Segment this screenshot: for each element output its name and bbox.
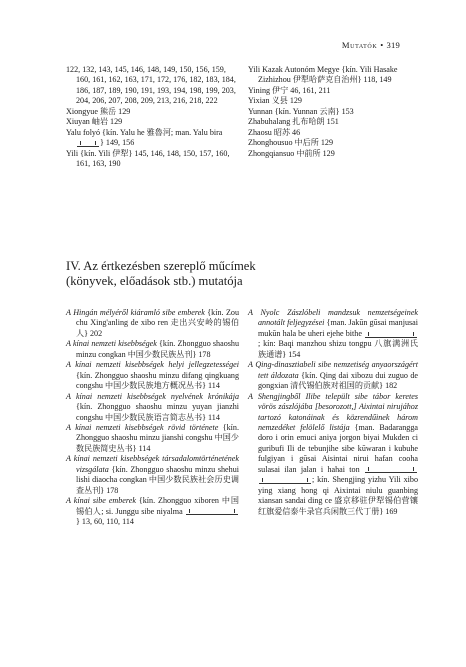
work-entry: A Qing-dinasztiabeli sibe nemzetiség anyaországért tett áldozata {kín. Qing dai xibozu dui zuguo de gongxian 清代锡伯族对祖国的贡献} 182	[248, 360, 419, 391]
work-entry: A kínai nemzeti kisebbségek {kín. Zhongguo shaoshu minzu congkan 中国少数民族丛刊} 178	[66, 339, 239, 359]
manchu-script-glyph	[365, 466, 417, 473]
work-entry: A kínai nemzeti kisebbségek rövid története {kín. Zhongguo shaoshu minzu jianshi congshu 中国少数民族简史丛书} 114	[66, 422, 240, 453]
index-entry: Yili Kazak Autonóm Megye {kín. Yili Hasake Zizhizhou 伊犁哈萨克自治州} 118, 149	[248, 65, 398, 85]
section-heading	[66, 259, 426, 290]
index-column-left	[66, 65, 238, 170]
index-entry: Yixian 义县 129	[248, 96, 302, 106]
index-entry: Yining 伊宁 46, 161, 211	[248, 85, 331, 95]
work-entry: A kínai sibe emberek {kín. Zhongguo xiboren 中国锡伯人; si. Junggu sibe niyalma } 13, 60, 110, 114	[66, 496, 240, 527]
sibe-script-glyph	[186, 508, 238, 515]
work-entry: A kínai nemzeti kisebbségek helyi jellegzetességei {kín. Zhongguo shaoshu minzu difang qingkuang congshu 中国少数民族地方概况丛书} 114	[66, 360, 239, 391]
index-entry: Zhabuhalang 扎布哈朗 151	[248, 117, 339, 127]
works-column-left	[66, 308, 239, 528]
section-heading-line2: (könyvek, előadások stb.) mutatója	[66, 274, 243, 289]
section-heading-line1: IV. Az értkezésben szereplő műcímek	[66, 259, 256, 273]
index-column-right	[248, 65, 418, 159]
index-entry: Zhonghousuo 中后所 129	[248, 138, 333, 148]
manchu-script-glyph	[259, 477, 311, 484]
manchu-script-glyph	[77, 140, 99, 147]
work-entry: A Shengjingből Ilibe települt sibe tábor keretes vörös zászlójába [besorozott,] Aixintai nirujához tartozó katonáinak és közrendűinek három nemzedéket felölelő listája {man. Badarangga doro i orin emuci aniya jorgon biyai Mukden ci guribufi Ili de tebunjihe sibe kūwaran i kubuhe fulgiyan i gūsai Aisintai nirui hafan cooha sulasai ilan jalan i hahai ton ; kín. Shengjing yizhu Yili xibo ying xiang hong qi Aixintai niulu guanbing xiansan sandai ding ce 盛京移驻伊犁锡伯营镶红旗爱信泰牛录官兵闲散三代丁册} 169	[248, 391, 418, 516]
running-title: Mutatók	[341, 40, 378, 50]
manchu-script-glyph	[365, 331, 417, 338]
index-entry: Yalu folyó {kín. Yalu he 雅魯河; man. Yalu bira } 149, 156	[66, 127, 223, 148]
running-header	[342, 40, 400, 50]
works-column-right	[248, 308, 418, 517]
index-entry: Yili {kín. Yili 伊犁} 145, 146, 148, 150, 157, 160, 161, 163, 190	[66, 148, 230, 169]
page-number: 319	[386, 40, 400, 50]
index-entry: Yunnan {kín. Yunnan 云南} 153	[248, 106, 354, 116]
index-entry: Zhongqiansuo 中前所 129	[248, 148, 335, 158]
index-entry: 122, 132, 143, 145, 146, 148, 149, 150, 156, 159, 160, 161, 162, 163, 171, 172, 176, 182, 183, 184, 186, 187, 189, 190, 191, 193, 194, 198, 199, 203, 204, 206, 207, 208, 209, 213, 216, 218, 222	[66, 65, 236, 106]
index-entry: Xiuyan 岫岩 129	[66, 117, 123, 127]
index-entry: Zhaosu 昭苏 46	[248, 127, 301, 137]
work-entry: A kínai nemzeti kisebbségek társadalomtörténetének vizsgálata {kín. Zhongguo shaoshu minzu shehui lishi diaocha congkan 中国少数民族社会历史调查丛刊} 178	[66, 454, 239, 495]
header-separator: •	[380, 40, 384, 50]
work-entry: A Hingán mélyéről kiáramló sibe emberek {kín. Zou chu Xing'anling de xibo ren 走出兴安岭的锡伯人} 202	[66, 308, 240, 338]
work-entry: A Nyolc Zászlóbeli mandzsuk nemzetségeinek annotált feljegyzései {man. Jakūn gūsai manjusai mukūn hala be uheri ejehe bithe ; kín: Baqi manzhou shizu tongpu 八旗满洲氏族通谱} 154	[248, 308, 418, 359]
work-entry: A kínai nemzeti kisebbségek nyelvének krónikája {kín. Zhongguo shaoshu minzu yuyan jianzhi congshu 中国少数民族语言简志丛书} 114	[66, 391, 239, 422]
index-entry: Xiongyue 熊岳 129	[66, 106, 131, 116]
